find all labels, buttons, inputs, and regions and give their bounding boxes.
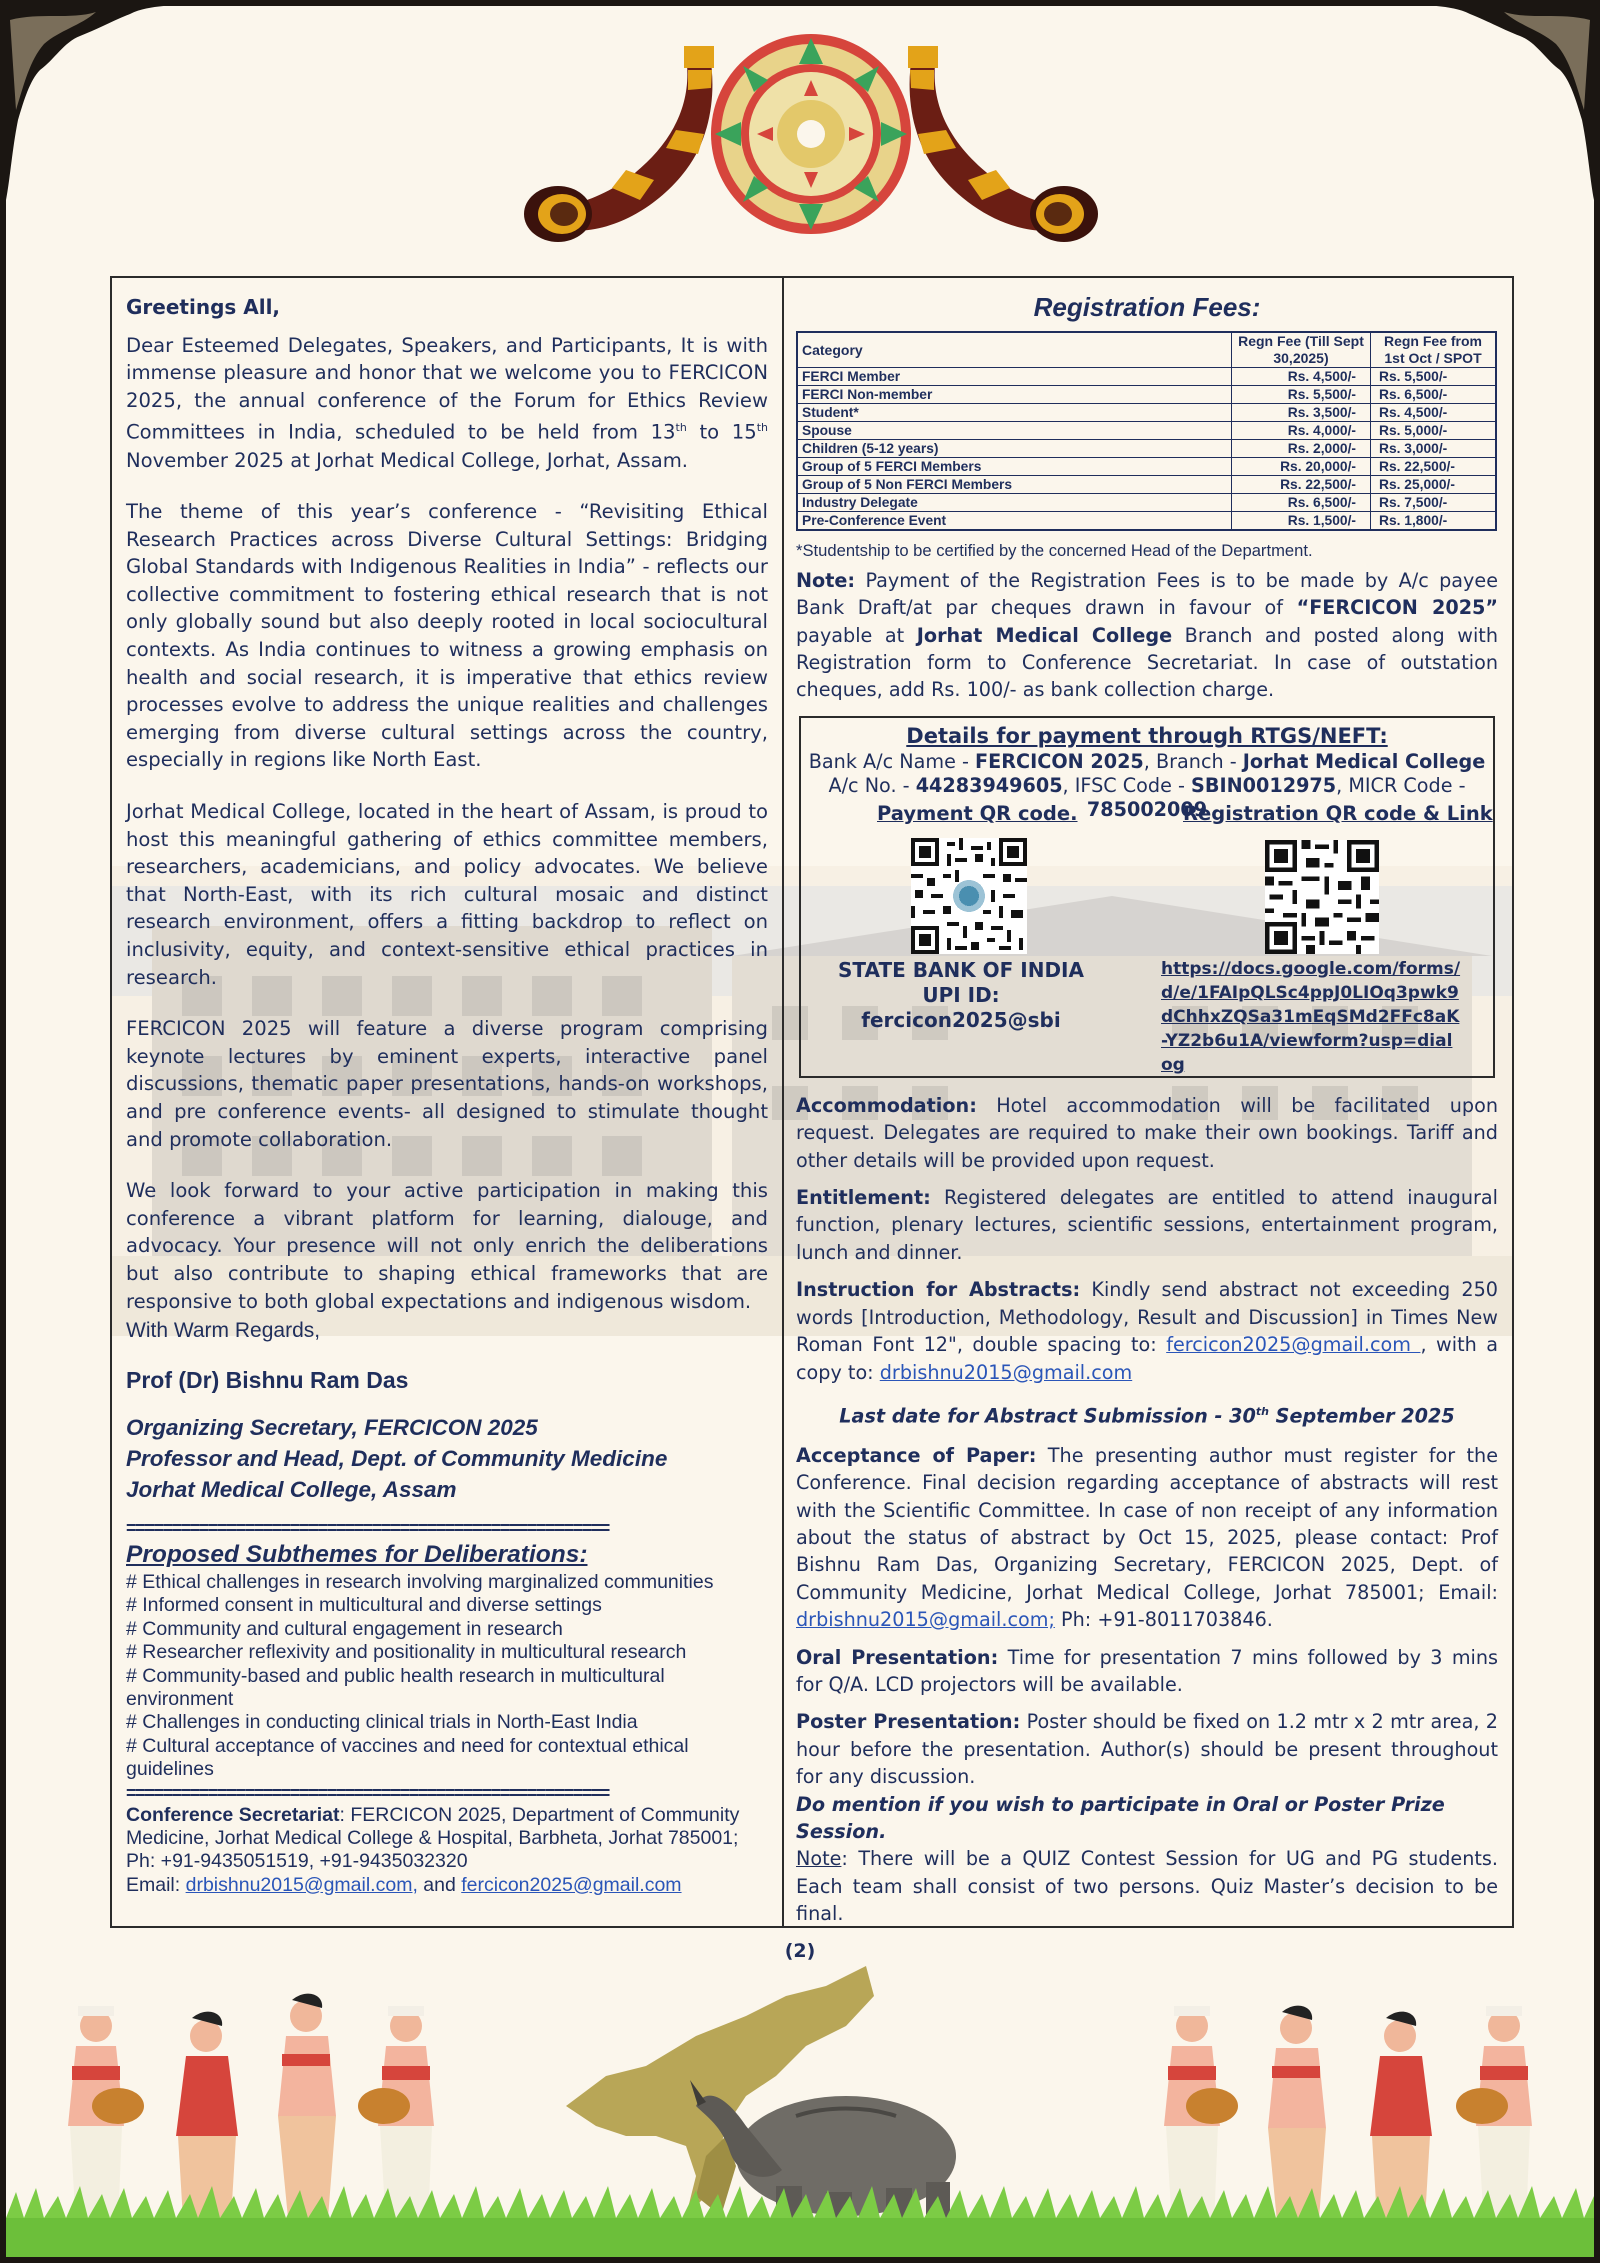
fee-category: Student* [797, 404, 1232, 422]
column-divider [782, 276, 784, 1928]
registration-fee-table [796, 331, 1497, 531]
payment-qr-icon[interactable] [911, 838, 1027, 954]
registration-form-link[interactable]: https://docs.google.com/forms/d/e/1FAIpQLSc4ppJ0LIOq3pwk9dChhxZQSa31mEqSMd2FFc8aK-YZ2b6u1A/viewform?usp=dialog [1161, 958, 1461, 1075]
bank-account-line: Bank A/c Name - FERCICON 2025, Branch - Jorhat Medical College [808, 749, 1486, 773]
fee-late: Rs. 3,000/- [1371, 440, 1497, 458]
account-number-line: A/c No. - 44283949605, IFSC Code - SBIN0012975, MICR Code - 785002009 [828, 773, 1466, 821]
fee-late: Rs. 4,500/- [1371, 404, 1497, 422]
brochure-page [6, 6, 1594, 2257]
subtheme-item: # Community-based and public health research in multicultural environment [126, 1664, 665, 1710]
abstract-instructions: Instruction for Abstracts: Kindly send abstract not exceeding 250 words [Introduction, Methodology, Result and Discussion] in Times New Roman Font 12", double spacing to: fercicon2025@gmail.com , with a copy to: drbishnu2015@gmail.com [796, 1278, 1499, 1384]
page-number: (2) [784, 1940, 816, 1962]
fercicon-email-link[interactable]: fercicon2025@gmail.com [461, 1873, 682, 1896]
subtheme-item: # Challenges in conducting clinical trials in North-East India [126, 1711, 638, 1734]
subtheme-item: # Community and cultural engagement in research [126, 1617, 563, 1640]
torn-corner-top-right [1400, 6, 1594, 230]
fee-category: Children (5-12 years) [797, 440, 1232, 458]
copy-email-link[interactable]: drbishnu2015@gmail.com [879, 1360, 1133, 1384]
participation-paragraph: We look forward to your active participation in making this conference a vibrant platform for learning, dialouge, and advocacy. Your presence will not only enrich the deliberations but also contribute to shaping ethical frameworks that are responsive to both global expectations and indigenous wisdom. [126, 1179, 768, 1313]
welcome-paragraph: Dear Esteemed Delegates, Speakers, and Participants, It is with immense pleasure and honor that we welcome you to FERCICON 2025, the annual conference of the Forum for Ethics Review Committees in India, scheduled to be held from 13th to 15th November 2025 at Jorhat Medical College, Jorhat, Assam. [126, 333, 768, 472]
fee-early: Rs. 2,000/- [1232, 440, 1371, 458]
fee-category: Spouse [797, 422, 1232, 440]
footer-illustration [6, 1956, 1594, 2257]
bank-upi-details: STATE BANK OF INDIA UPI ID: fercicon2025@sbi [838, 957, 1084, 1032]
fee-early: Rs. 4,000/- [1232, 422, 1371, 440]
registration-qr-label: Registration QR code & Link [1183, 801, 1493, 825]
fee-category: Pre-Conference Event [797, 512, 1232, 531]
header-emblem [516, 30, 1106, 260]
secretariat-email-link[interactable]: drbishnu2015@gmail.com, [185, 1873, 418, 1896]
bihu-dancer-icon [278, 1994, 336, 2218]
quiz-note: Note: There will be a QUIZ Contest Session for UG and PG students. Each team shall consist of two persons. Quiz Master’s decision to be final. [796, 1847, 1498, 1926]
registration-qr-icon[interactable] [1265, 840, 1379, 954]
table-row [797, 512, 1496, 531]
payment-qr-label: Payment QR code. [877, 801, 1078, 825]
fee-late: Rs. 1,800/- [1371, 512, 1497, 531]
abstract-deadline: Last date for Abstract Submission - 30th September 2025 [839, 1404, 1455, 1428]
fee-category: Industry Delegate [797, 494, 1232, 512]
entitlement-info: Entitlement: Registered delegates are entitled to attend inaugural function, plenary lectures, scientific sessions, entertainment program, lunch and dinner. [796, 1186, 1498, 1264]
abstract-email-link[interactable]: fercicon2025@gmail.com [1166, 1333, 1421, 1357]
fee-early: Rs. 5,500/- [1232, 386, 1371, 404]
signatory-designation: Organizing Secretary, FERCICON 2025 Professor and Head, Dept. of Community Medicine Jorhat Medical College, Assam [126, 1415, 668, 1503]
subtheme-item: # Cultural acceptance of vaccines and need for contextual ethical guidelines [126, 1734, 689, 1781]
bihu-dancer-icon [1268, 2006, 1326, 2232]
subthemes-list [126, 1571, 768, 1782]
prize-session-note: Do mention if you wish to participate in Oral or Poster Prize Session. [796, 1792, 1445, 1843]
payment-heading: Details for payment through RTGS/NEFT: [906, 723, 1388, 748]
fee-category: Group of 5 FERCI Members [797, 458, 1232, 476]
greeting: Greetings All, [126, 295, 281, 319]
host-paragraph: Jorhat Medical College, located in the heart of Assam, is proud to host this meaningful gathering of ethics committee members, researchers, academicians, and policy advocates. We believe that North-East, with its rich cultural mosaic and distinct research environment, offers a fitting backdrop to reflect on inclusivity, equity, and context-sensitive ethical practices in research. [126, 800, 768, 989]
fee-late: Rs. 25,000/- [1371, 476, 1497, 494]
regards: With Warm Regards, [126, 1319, 321, 1343]
oral-presentation-info: Oral Presentation: Time for presentation 7 mins followed by 3 mins for Q/A. LCD projectors will be available. [796, 1645, 1499, 1696]
table-header-row: Category Regn Fee (Till Sept 30,2025) Regn Fee from 1st Oct / SPOT [797, 332, 1496, 368]
bihu-dancer-icon [1164, 2006, 1238, 2226]
subtheme-item: # Researcher reflexivity and positionality in multicultural research [126, 1641, 687, 1664]
fee-late: Rs. 5,500/- [1371, 368, 1497, 386]
table-row [797, 386, 1496, 404]
studentship-footnote: *Studentship to be certified by the concerned Head of the Department. [796, 541, 1313, 561]
fee-category: FERCI Non-member [797, 386, 1232, 404]
fee-early: Rs. 22,500/- [1232, 476, 1371, 494]
fee-early: Rs. 4,500/- [1232, 368, 1371, 386]
separator-line: ===================================================== [126, 1783, 609, 1802]
subtheme-item: # Informed consent in multicultural and diverse settings [126, 1594, 602, 1617]
subthemes-title: Proposed Subthemes for Deliberations: [126, 1541, 588, 1569]
buffalo-horn-icon [524, 46, 714, 242]
subtheme-item: # Ethical challenges in research involving marginalized communities [126, 1570, 714, 1593]
accommodation-info: Accommodation: Hotel accommodation will be facilitated upon request. Delegates are required to make their own bookings. Tariff and other details will be provided upon request. [796, 1093, 1498, 1172]
table-row [797, 368, 1496, 386]
contact-email-link[interactable]: drbishnu2015@gmail.com; [796, 1608, 1055, 1632]
fee-late: Rs. 5,000/- [1371, 422, 1497, 440]
bihu-dancer-icon [358, 2006, 434, 2226]
payment-details-box [799, 716, 1495, 1078]
fee-early: Rs. 20,000/- [1232, 458, 1371, 476]
torn-corner-top-left [6, 6, 200, 230]
registration-title: Registration Fees: [1033, 292, 1261, 322]
signatory-name: Prof (Dr) Bishnu Ram Das [126, 1366, 409, 1393]
fee-late: Rs. 22,500/- [1371, 458, 1497, 476]
fee-category: Group of 5 Non FERCI Members [797, 476, 1232, 494]
separator-line: ===================================================== [126, 1519, 609, 1538]
table-row [797, 404, 1496, 422]
fee-category: FERCI Member [797, 368, 1232, 386]
buffalo-horn-icon [908, 46, 1098, 242]
secretariat-details: Conference Secretariat: FERCICON 2025, Department of Community Medicine, Jorhat Medical College & Hospital, Barbheta, Jorhat 785001; Ph: +91-9435051519, +91-9435032320 Email: drbishnu2015@gmail.com, and fercicon2025@gmail.com [126, 1803, 740, 1896]
japi-hat-icon [711, 34, 911, 234]
table-row [797, 440, 1496, 458]
fee-early: Rs. 6,500/- [1232, 494, 1371, 512]
fee-early: Rs. 1,500/- [1232, 512, 1371, 531]
program-paragraph: FERCICON 2025 will feature a diverse program comprising keynote lectures by eminent experts, interactive panel discussions, thematic paper presentations, hands-on workshops, and pre conference events- all designed to stimulate thought and promote collaboration. [126, 1017, 768, 1151]
fee-late: Rs. 6,500/- [1371, 386, 1497, 404]
fee-late: Rs. 7,500/- [1371, 494, 1497, 512]
poster-presentation-info: Poster Presentation: Poster should be fixed on 1.2 mtr x 2 mtr area, 2 hour before the presentation. Author(s) should be present throughout for any discussion. [796, 1710, 1498, 1789]
theme-paragraph: The theme of this year’s conference - “Revisiting Ethical Research Practices across Diverse Cultural Settings: Bridging Global Standards with Indigenous Realities in India” - reflects our collective commitment to fostering ethical research that is not only globally sound but also deeply rooted in local sociocultural contexts. As India continues to witness a growing emphasis on health and social research, it is imperative that ethics review processes evolve to address the unique realities and challenges emerging from diverse cultural settings across the country, especially in regions like North East. [126, 500, 768, 772]
table-row [797, 422, 1496, 440]
welcome-column [126, 290, 768, 1897]
table-row [797, 458, 1496, 476]
fee-early: Rs. 3,500/- [1232, 404, 1371, 422]
bihu-dancer-icon [1456, 2006, 1532, 2226]
registration-column [796, 290, 1498, 1938]
acceptance-info: Acceptance of Paper: The presenting author must register for the Conference. Final decision regarding acceptance of abstracts will rest with the Scientific Committee. In case of non receipt of any information about the status of abstract by Oct 15, 2025, please contact: Prof Bishnu Ram Das, Organizing Secretary, FERCICON 2025, Dept. of Community Medicine, Jorhat Medical College, Jorhat 785001; Email: drbishnu2015@gmail.com; Ph: +91-8011703846. [796, 1443, 1499, 1632]
table-row [797, 494, 1496, 512]
payment-note: Note: Payment of the Registration Fees is to be made by A/c payee Bank Draft/at par cheques drawn in favour of “FERCICON 2025” payable at Jorhat Medical College Branch and posted along with Registration form to Conference Secretariat. In case of outstation cheques, add Rs. 100/- as bank collection charge. [796, 568, 1499, 702]
table-row [797, 476, 1496, 494]
